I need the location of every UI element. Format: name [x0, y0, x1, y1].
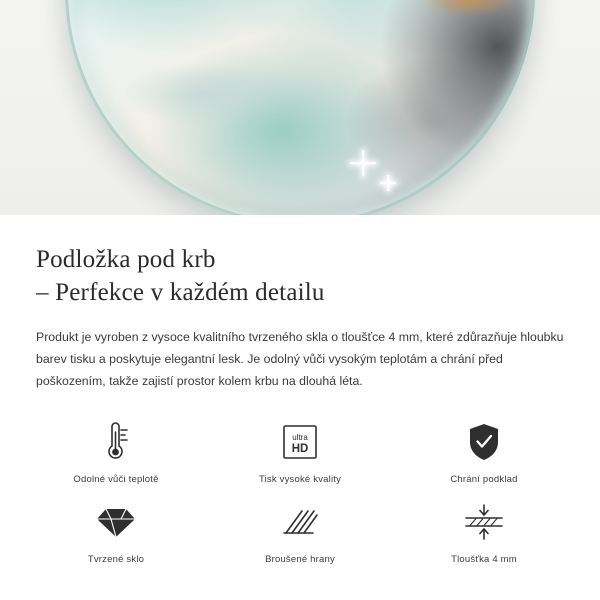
polished-edges-icon [279, 499, 321, 545]
feature-label: Odolné vůči teplotě [73, 473, 159, 485]
feature-item-temperature [24, 419, 208, 485]
diamond-icon [95, 499, 137, 545]
feature-item-protection [392, 419, 576, 485]
svg-text:HD: HD [291, 442, 309, 455]
feature-item-print-quality [208, 419, 392, 485]
hero-image [0, 0, 600, 215]
feature-item-polished-edges [208, 499, 392, 565]
feature-label: Tvrzené sklo [87, 553, 145, 565]
svg-text:ultra: ultra [292, 432, 308, 442]
glass-mat-illustration [65, 0, 535, 215]
feature-label: Tisk vysoké kvality [258, 473, 342, 485]
headline-line-2: – Perfekce v každém detailu [36, 279, 325, 306]
thickness-arrows-icon [460, 499, 508, 545]
text-content [0, 215, 600, 393]
description-paragraph: Produkt je vyroben z vysoce kvalitního tvrzeného skla o tloušťce 4 mm, které zdůrazňuje hloubku barev tisku a poskytuje elegantní lesk. Je odolný vůči vysokým teplotám a chrání před poškozením, takže zajistí prostor kolem krbu na dlouhá léta. [36, 330, 564, 388]
headline-line-1: Podložka pod krb [36, 246, 216, 273]
shield-check-icon [464, 419, 504, 465]
thermometer-icon [96, 419, 136, 465]
feature-item-tempered-glass [24, 499, 208, 565]
ultra-hd-icon [279, 419, 321, 465]
feature-item-thickness [392, 499, 576, 565]
feature-label: Tloušťka 4 mm [451, 553, 517, 565]
glass-mat-rim [65, 0, 535, 215]
feature-label: Broušené hrany [265, 553, 335, 565]
page-title [36, 243, 564, 309]
feature-label: Chrání podklad [450, 473, 518, 485]
feature-grid [0, 419, 600, 565]
